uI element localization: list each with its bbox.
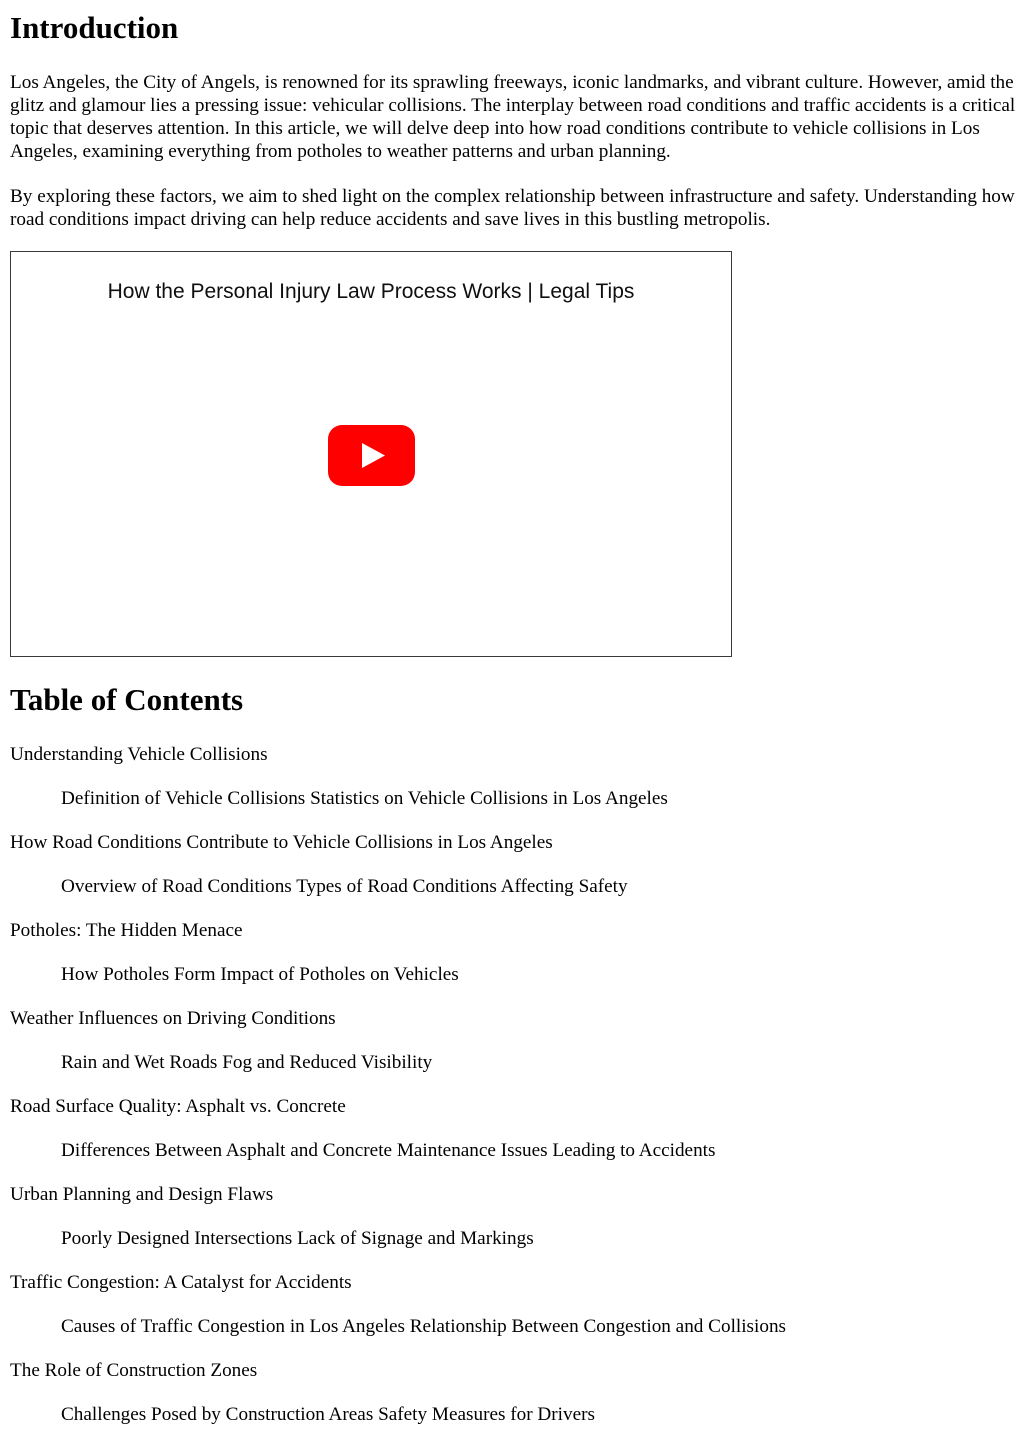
- intro-heading: Introduction: [10, 10, 179, 45]
- toc-sublink[interactable]: Overview of Road Conditions: [61, 876, 292, 897]
- toc-item: [10, 1271, 1018, 1315]
- toc-item: [10, 1183, 1018, 1227]
- toc-subitems: [10, 1051, 1018, 1095]
- toc-link[interactable]: The Role of Construction Zones: [10, 1360, 258, 1381]
- toc-link[interactable]: Road Surface Quality: Asphalt vs. Concrete: [10, 1096, 346, 1117]
- toc-link[interactable]: Traffic Congestion: A Catalyst for Accidents: [10, 1272, 352, 1293]
- toc-heading: Table of Contents: [10, 682, 244, 717]
- toc-sublink[interactable]: Rain and Wet Roads: [61, 1052, 218, 1073]
- toc-sublink[interactable]: Poorly Designed Intersections: [61, 1228, 293, 1249]
- toc-sublink[interactable]: Causes of Traffic Congestion in Los Angeles: [61, 1316, 405, 1337]
- toc-subitems: [10, 1403, 1018, 1447]
- toc-item: [10, 1095, 1018, 1139]
- toc-item: [10, 743, 1018, 787]
- toc-link[interactable]: Urban Planning and Design Flaws: [10, 1184, 274, 1205]
- toc-link[interactable]: Understanding Vehicle Collisions: [10, 744, 268, 765]
- toc-item: [10, 831, 1018, 875]
- toc-subitems: [10, 1315, 1018, 1359]
- toc-sublink[interactable]: Challenges Posed by Construction Areas: [61, 1404, 374, 1425]
- toc-subitems: [10, 963, 1018, 1007]
- toc-sublink[interactable]: Fog and Reduced Visibility: [222, 1052, 433, 1073]
- toc-link[interactable]: Weather Influences on Driving Conditions: [10, 1008, 336, 1029]
- toc-sublink[interactable]: Differences Between Asphalt and Concrete: [61, 1140, 393, 1161]
- toc-item: [10, 1359, 1018, 1403]
- toc-sublink[interactable]: Types of Road Conditions Affecting Safety: [296, 876, 628, 897]
- table-of-contents: [10, 743, 1018, 1447]
- toc-sublink[interactable]: Statistics on Vehicle Collisions in Los Angeles: [310, 788, 668, 809]
- toc-subitems: [10, 787, 1018, 831]
- toc-link[interactable]: Potholes: The Hidden Menace: [10, 920, 243, 941]
- video-title[interactable]: How the Personal Injury Law Process Works | Legal Tips: [107, 280, 635, 303]
- toc-item: [10, 919, 1018, 963]
- video-embed[interactable]: [10, 251, 732, 657]
- toc-sublink[interactable]: Definition of Vehicle Collisions: [61, 788, 306, 809]
- toc-sublink[interactable]: Maintenance Issues Leading to Accidents: [396, 1140, 716, 1161]
- toc-sublink[interactable]: Safety Measures for Drivers: [378, 1404, 595, 1425]
- toc-item: [10, 1007, 1018, 1051]
- intro-paragraph: By exploring these factors, we aim to shed light on the complex relationship between infrastructure and safety. Understanding how road conditions impact driving can help reduce accidents and save lives in this bustling metropolis.: [10, 186, 1015, 230]
- toc-link[interactable]: How Road Conditions Contribute to Vehicle Collisions in Los Angeles: [10, 832, 553, 853]
- intro-paragraph: Los Angeles, the City of Angels, is renowned for its sprawling freeways, iconic landmarks, and vibrant culture. However, amid the glitz and glamour lies a pressing issue: vehicular collisions. The interplay between road conditions and traffic accidents is a critical topic that deserves attention. In this article, we will delve deep into how road conditions contribute to vehicle collisions in Los Angeles, examining everything from potholes to weather patterns and urban planning.: [10, 72, 1016, 162]
- toc-subitems: [10, 1227, 1018, 1271]
- toc-subitems: [10, 1139, 1018, 1183]
- toc-sublink[interactable]: Relationship Between Congestion and Collisions: [409, 1316, 787, 1337]
- youtube-play-icon[interactable]: [328, 425, 415, 486]
- toc-subitems: [10, 875, 1018, 919]
- toc-sublink[interactable]: How Potholes Form: [61, 964, 216, 985]
- toc-sublink[interactable]: Impact of Potholes on Vehicles: [220, 964, 459, 985]
- toc-sublink[interactable]: Lack of Signage and Markings: [297, 1228, 534, 1249]
